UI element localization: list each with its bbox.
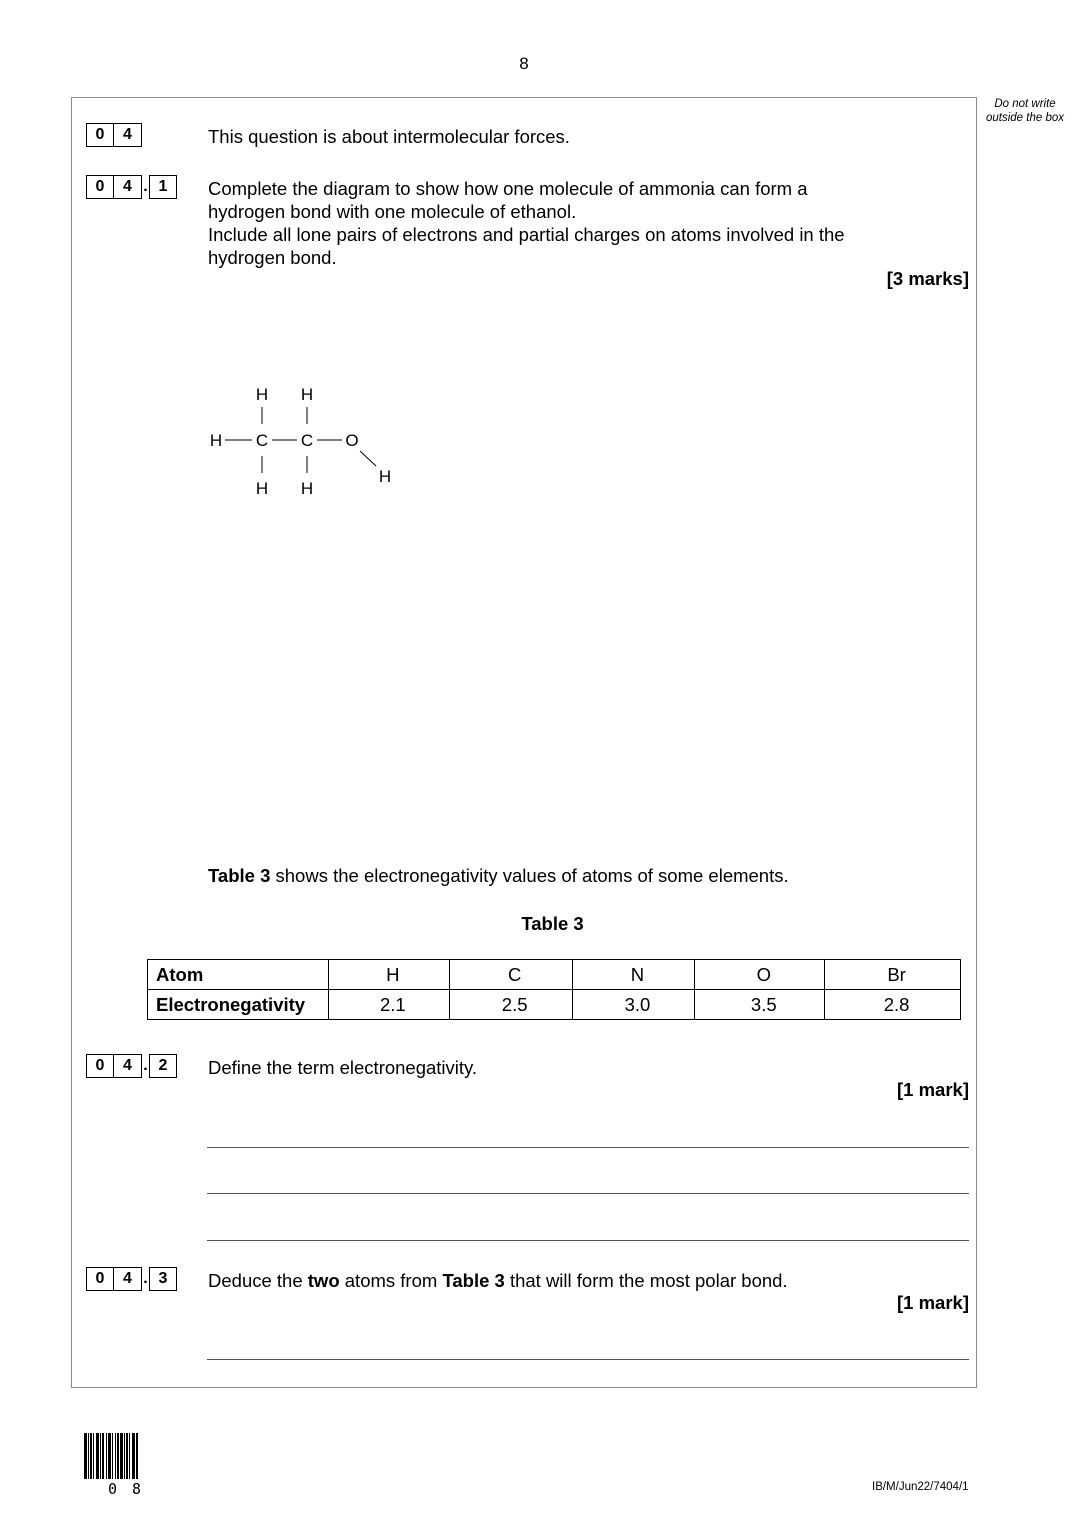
table-cell-atom: Br bbox=[825, 960, 961, 990]
atom-h: H bbox=[378, 467, 392, 486]
qnum-digit: 0 bbox=[86, 1054, 114, 1078]
question-text-line: hydrogen bond. bbox=[208, 247, 337, 268]
table-row bbox=[148, 990, 961, 1020]
question-text-line: hydrogen bond with one molecule of ethanol. bbox=[208, 201, 577, 222]
table-cell-atom: O bbox=[695, 960, 825, 990]
electronegativity-table bbox=[147, 959, 961, 1020]
answer-line[interactable] bbox=[207, 1359, 969, 1360]
answer-line[interactable] bbox=[207, 1147, 969, 1148]
atom-h: H bbox=[209, 431, 223, 450]
question-text-line: Include all lone pairs of electrons and partial charges on atoms involved in the bbox=[208, 224, 845, 245]
question-number-04-2 bbox=[86, 1054, 177, 1078]
answer-frame bbox=[71, 97, 977, 1388]
qnum-digit: 4 bbox=[114, 1267, 142, 1291]
atom-o: O bbox=[345, 431, 359, 450]
qnum-digit: 4 bbox=[114, 1054, 142, 1078]
qnum-digit: 4 bbox=[114, 175, 142, 199]
table-cell-atom: N bbox=[572, 960, 695, 990]
qnum-digit: 3 bbox=[149, 1267, 177, 1291]
row-label-atom: Atom bbox=[148, 960, 329, 990]
margin-note: Do not write outside the box bbox=[985, 98, 1064, 124]
table-intro-text: shows the electronegativity values of atoms of some elements. bbox=[270, 865, 789, 886]
qnum-dot: . bbox=[143, 178, 148, 195]
text-part-bold: two bbox=[307, 1270, 340, 1291]
question-04-1-text bbox=[208, 177, 948, 269]
table-3-intro bbox=[208, 864, 789, 887]
qnum-digit: 2 bbox=[149, 1054, 177, 1078]
paper-reference: IB/M/Jun22/7404/1 bbox=[872, 1481, 969, 1493]
qnum-digit: 0 bbox=[86, 175, 114, 199]
question-04-2-text: Define the term electronegativity. bbox=[208, 1057, 478, 1078]
marks-04-1: [3 marks] bbox=[886, 268, 969, 289]
marks-04-2: [1 mark] bbox=[897, 1079, 969, 1100]
qnum-digit: 1 bbox=[149, 175, 177, 199]
question-number-04-3 bbox=[86, 1267, 177, 1291]
qnum-dot: . bbox=[143, 1270, 148, 1287]
table-cell-value: 2.1 bbox=[328, 990, 449, 1020]
table-cell-atom: C bbox=[449, 960, 572, 990]
qnum-digit: 0 bbox=[86, 1267, 114, 1291]
ethanol-structure-diagram bbox=[200, 378, 410, 503]
atom-h: H bbox=[255, 479, 269, 498]
bond-line bbox=[360, 451, 376, 466]
row-label-electronegativity: Electronegativity bbox=[148, 990, 329, 1020]
atom-c: C bbox=[255, 431, 269, 450]
question-number-04-1 bbox=[86, 175, 177, 199]
atom-h: H bbox=[300, 385, 314, 404]
text-part: Deduce the bbox=[208, 1270, 308, 1291]
answer-line[interactable] bbox=[207, 1240, 969, 1241]
question-text-line: Complete the diagram to show how one molecule of ammonia can form a bbox=[208, 178, 808, 199]
question-04-3-text bbox=[208, 1269, 788, 1292]
qnum-digit: 4 bbox=[114, 123, 142, 147]
marks-04-3: [1 mark] bbox=[897, 1292, 969, 1313]
barcode-icon bbox=[84, 1433, 180, 1479]
question-number-04 bbox=[86, 123, 142, 147]
table-cell-value: 2.8 bbox=[825, 990, 961, 1020]
barcode-number: 0 8 bbox=[108, 1480, 145, 1498]
qnum-digit: 0 bbox=[86, 123, 114, 147]
atom-h: H bbox=[255, 385, 269, 404]
table-cell-value: 2.5 bbox=[449, 990, 572, 1020]
text-part: that will form the most polar bond. bbox=[504, 1270, 788, 1291]
page-number: 8 bbox=[519, 54, 529, 73]
table-reference: Table 3 bbox=[208, 865, 271, 886]
atom-h: H bbox=[300, 479, 314, 498]
qnum-dot: . bbox=[143, 1057, 148, 1074]
table-cell-value: 3.0 bbox=[572, 990, 695, 1020]
text-part-bold: Table 3 bbox=[442, 1270, 505, 1291]
text-part: atoms from bbox=[339, 1270, 443, 1291]
table-3-caption: Table 3 bbox=[521, 913, 584, 934]
table-cell-value: 3.5 bbox=[695, 990, 825, 1020]
table-row bbox=[148, 960, 961, 990]
atom-c: C bbox=[300, 431, 314, 450]
table-cell-atom: H bbox=[328, 960, 449, 990]
question-04-intro: This question is about intermolecular forces. bbox=[208, 126, 570, 147]
answer-line[interactable] bbox=[207, 1193, 969, 1194]
